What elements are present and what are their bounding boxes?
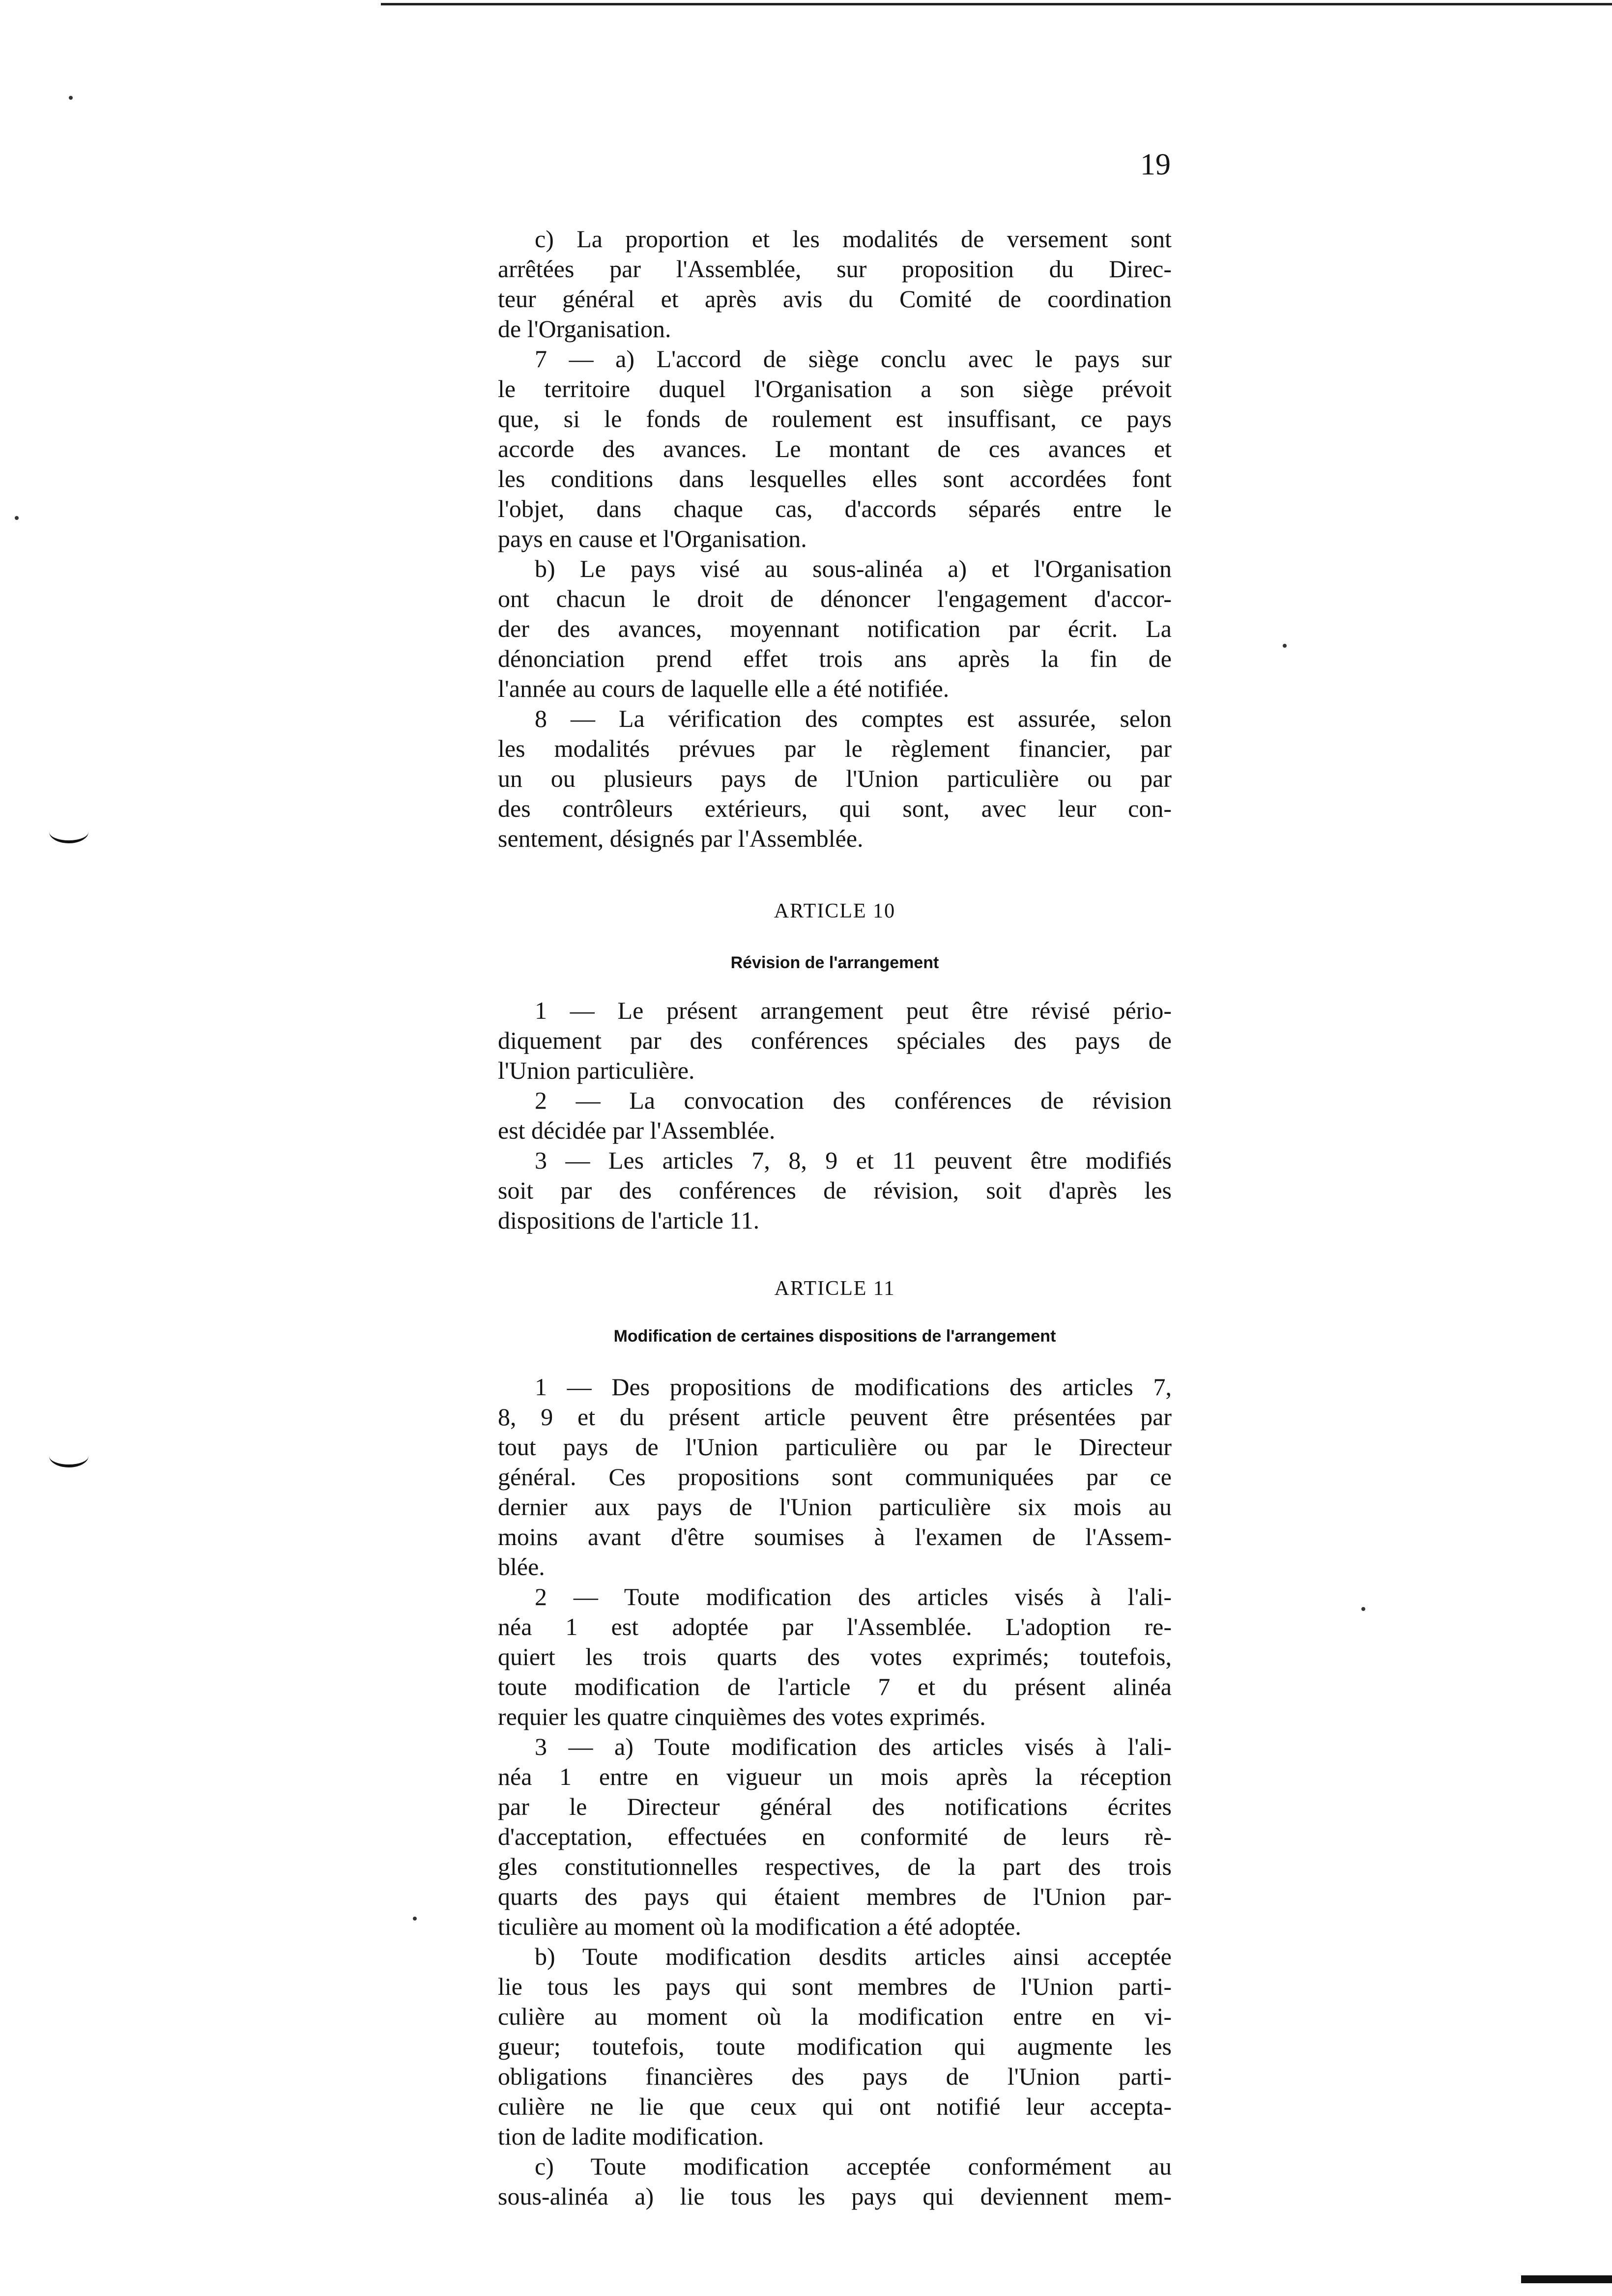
text-line: accorde des avances. Le montant de ces avances et (498, 435, 1172, 462)
text-line: des contrôleurs extérieurs, qui sont, avec leur con- (498, 795, 1172, 822)
text-line: pays en cause et l'Organisation. (498, 525, 807, 552)
text-line: d'acceptation, effectuées en conformité de leurs rè- (498, 1823, 1172, 1850)
text-line: l'Union particulière. (498, 1057, 695, 1084)
paragraph (498, 554, 1172, 704)
text-line: obligations financières des pays de l'Union parti- (498, 2063, 1172, 2090)
text-line: 3 — Les articles 7, 8, 9 et 11 peuvent être modifiés (535, 1147, 1172, 1174)
paragraph (498, 344, 1172, 554)
text-line: par le Directeur général des notifications écrites (498, 1793, 1172, 1820)
text-line: dénonciation prend effet trois ans après la fin de (498, 645, 1172, 672)
text-line: général. Ces propositions sont communiquées par ce (498, 1463, 1172, 1491)
article-10-title: ARTICLE 10 (774, 900, 896, 922)
text-line: l'année au cours de laquelle elle a été notifiée. (498, 675, 950, 702)
text-line: blée. (498, 1553, 545, 1580)
scan-binding-mark (49, 1445, 88, 1467)
text-line: l'objet, dans chaque cas, d'accords séparés entre le (498, 495, 1172, 522)
text-line: moins avant d'être soumises à l'examen de l'Assem- (498, 1523, 1172, 1550)
paragraph (498, 1732, 1172, 1942)
text-line: ont chacun le droit de dénoncer l'engagement d'accor- (498, 585, 1172, 612)
text-line: c) La proportion et les modalités de versement sont (535, 225, 1172, 253)
article-10-body (498, 996, 1172, 1235)
text-line: 7 — a) L'accord de siège conclu avec le pays sur (535, 345, 1172, 373)
text-line: culière ne lie que ceux qui ont notifié leur accepta- (498, 2093, 1172, 2120)
scan-speck (69, 96, 73, 100)
scan-speck (413, 1917, 417, 1921)
paragraph (498, 224, 1172, 344)
text-line: toute modification de l'article 7 et du présent alinéa (498, 1673, 1172, 1700)
text-line: gueur; toutefois, toute modification qui augmente les (498, 2033, 1172, 2060)
text-line: le territoire duquel l'Organisation a son siège prévoit (498, 375, 1172, 402)
scan-speck (1361, 1607, 1365, 1611)
text-line: quiert les trois quarts des votes exprimés; toutefois, (498, 1643, 1172, 1670)
text-line: 1 — Le présent arrangement peut être révisé pério- (535, 997, 1172, 1024)
text-line: les modalités prévues par le règlement financier, par (498, 735, 1172, 762)
paragraph (498, 1582, 1172, 1732)
text-line: culière au moment où la modification entre en vi- (498, 2003, 1172, 2030)
text-line: dispositions de l'article 11. (498, 1206, 760, 1234)
article-11-body (498, 1372, 1172, 2211)
text-line: tion de ladite modification. (498, 2123, 764, 2150)
text-line: tout pays de l'Union particulière ou par le Directeur (498, 1433, 1172, 1461)
text-line: ticulière au moment où la modification a été adoptée. (498, 1913, 1021, 1940)
scan-binding-mark (49, 821, 88, 843)
text-line: requier les quatre cinquièmes des votes exprimés. (498, 1703, 986, 1730)
text-line: b) Le pays visé au sous-alinéa a) et l'Organisation (535, 555, 1172, 582)
text-line: 8, 9 et du présent article peuvent être présentées par (498, 1403, 1172, 1431)
text-line: néa 1 est adoptée par l'Assemblée. L'adoption re- (498, 1613, 1172, 1640)
page-number: 19 (1140, 148, 1171, 181)
article-11-subtitle: Modification de certaines dispositions de l'arrangement (613, 1327, 1056, 1346)
paragraph (498, 1086, 1172, 1146)
article-11-title: ARTICLE 11 (774, 1277, 895, 1300)
text-line: néa 1 entre en vigueur un mois après la réception (498, 1763, 1172, 1790)
text-line: arrêtées par l'Assemblée, sur proposition du Direc- (498, 255, 1172, 283)
text-line: que, si le fonds de roulement est insuffisant, ce pays (498, 405, 1172, 432)
scan-speck (1283, 644, 1287, 648)
article-10-subtitle: Révision de l'arrangement (730, 953, 939, 972)
text-line: 2 — La convocation des conférences de révision (535, 1087, 1172, 1114)
paragraph (498, 1372, 1172, 1582)
paragraph (498, 1942, 1172, 2152)
scan-speck (15, 516, 19, 520)
text-line: b) Toute modification desdits articles ainsi acceptée (535, 1943, 1172, 1970)
text-line: 1 — Des propositions de modifications des articles 7, (535, 1373, 1172, 1401)
paragraph (498, 996, 1172, 1086)
text-line: 8 — La vérification des comptes est assurée, selon (535, 705, 1172, 732)
paragraph (498, 704, 1172, 854)
text-line: teur général et après avis du Comité de coordination (498, 285, 1172, 313)
text-line: dernier aux pays de l'Union particulière six mois au (498, 1493, 1172, 1521)
text-line: soit par des conférences de révision, soit d'après les (498, 1177, 1172, 1204)
scan-top-rule (381, 3, 1612, 5)
text-line: un ou plusieurs pays de l'Union particulière ou par (498, 765, 1172, 792)
text-line: de l'Organisation. (498, 315, 671, 343)
text-line: sous-alinéa a) lie tous les pays qui deviennent mem- (498, 2182, 1172, 2210)
scan-edge-mark (1521, 2275, 1612, 2283)
text-line: 2 — Toute modification des articles visés à l'ali- (535, 1583, 1172, 1610)
text-line: sentement, désignés par l'Assemblée. (498, 825, 864, 852)
text-line: est décidée par l'Assemblée. (498, 1117, 776, 1144)
text-line: diquement par des conférences spéciales des pays de (498, 1027, 1172, 1054)
text-line: c) Toute modification acceptée conformément au (535, 2152, 1172, 2180)
text-line: quarts des pays qui étaient membres de l'Union par- (498, 1883, 1172, 1910)
text-line: 3 — a) Toute modification des articles visés à l'ali- (535, 1733, 1172, 1760)
paragraph (498, 1146, 1172, 1235)
text-line: les conditions dans lesquelles elles sont accordées font (498, 465, 1172, 492)
text-line: der des avances, moyennant notification par écrit. La (498, 615, 1172, 642)
text-line: lie tous les pays qui sont membres de l'Union parti- (498, 1973, 1172, 2000)
text-line: gles constitutionnelles respectives, de la part des trois (498, 1853, 1172, 1880)
paragraph (498, 2152, 1172, 2211)
article-9-continuation (498, 224, 1172, 854)
